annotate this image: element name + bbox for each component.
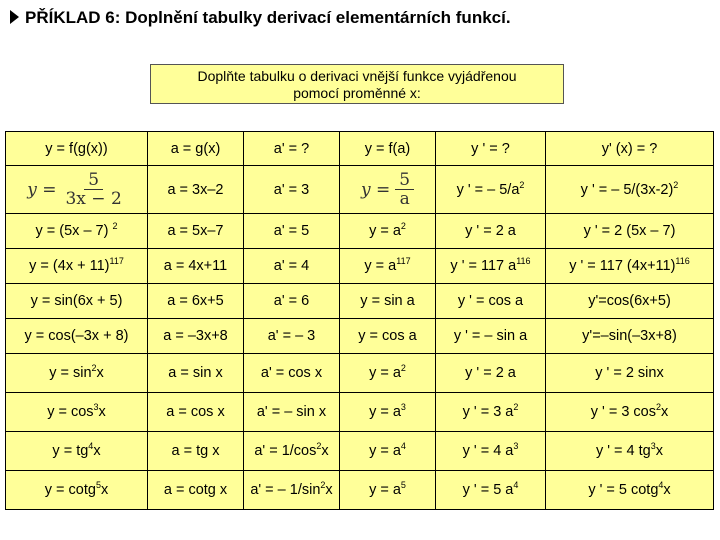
exponent: 3 xyxy=(650,441,656,451)
table-row xyxy=(6,354,714,393)
table-cell: y ' = 2 sinx xyxy=(546,354,714,393)
fraction-lhs: y = xyxy=(360,179,391,200)
cell-text: y = a xyxy=(369,482,401,498)
cell-text: y ' = 117 (4x+11) xyxy=(569,258,676,274)
table-cell: a' = – 3 xyxy=(244,319,340,354)
fraction-denominator: 3x − 2 xyxy=(65,189,122,209)
table-cell: y ' = 2 (5x – 7) xyxy=(546,214,714,249)
cell-text: y ' = 4 tg xyxy=(595,443,651,459)
table-row xyxy=(6,471,714,510)
cell-text: y ' = 3 a xyxy=(462,404,514,420)
fraction-lhs: y = xyxy=(27,179,57,200)
table-cell: a = cotg x xyxy=(148,471,244,510)
exponent: 2 xyxy=(400,363,406,373)
derivative-table xyxy=(5,131,714,510)
header-cell: y ' = ? xyxy=(436,132,546,166)
fraction-numerator: 5 xyxy=(395,171,414,190)
table-cell: a' = 4 xyxy=(244,249,340,284)
table-cell: a = 5x–7 xyxy=(148,214,244,249)
table-cell: a = 4x+11 xyxy=(148,249,244,284)
table-cell: a = –3x+8 xyxy=(148,319,244,354)
table-cell xyxy=(340,354,436,393)
cell-text: a' = 1/cos xyxy=(254,443,317,459)
cell-text: y = a xyxy=(369,365,401,381)
exponent: 2 xyxy=(316,441,322,451)
table-cell: a' = – sin x xyxy=(244,393,340,432)
cell-text: x xyxy=(321,443,329,459)
fraction-expression xyxy=(27,171,126,208)
table-cell xyxy=(546,249,714,284)
table-cell xyxy=(340,471,436,510)
table-cell xyxy=(340,249,436,284)
table-cell: y ' = cos a xyxy=(436,284,546,319)
instruction-box xyxy=(150,64,564,104)
header-cell: y = f(a) xyxy=(340,132,436,166)
cell-text: x xyxy=(98,404,106,420)
exponent: 116 xyxy=(516,256,531,266)
title-text: PŘÍKLAD 6: Doplnění tabulky derivací elementárních funkcí. xyxy=(25,8,511,27)
table-cell xyxy=(436,471,546,510)
table-cell: a = 6x+5 xyxy=(148,284,244,319)
table-cell: a' = cos x xyxy=(244,354,340,393)
table-cell xyxy=(6,471,148,510)
cell-text: x xyxy=(663,482,671,498)
table-row xyxy=(6,214,714,249)
exponent: 2 xyxy=(400,221,406,231)
table-cell xyxy=(6,354,148,393)
page-title xyxy=(10,8,511,28)
exponent: 2 xyxy=(91,363,97,373)
table-cell: y = sin a xyxy=(340,284,436,319)
table-cell xyxy=(546,432,714,471)
exponent: 2 xyxy=(673,179,679,190)
exponent: 3 xyxy=(400,402,406,412)
table-cell xyxy=(340,393,436,432)
fraction-expression xyxy=(361,171,414,208)
exponent: 5 xyxy=(95,480,101,490)
cell-text: y = sin xyxy=(49,365,92,381)
table-cell xyxy=(436,166,546,214)
table-cell: a = cos x xyxy=(148,393,244,432)
cell-text: y ' = 5 a xyxy=(462,482,514,498)
table-cell: y'=cos(6x+5) xyxy=(546,284,714,319)
cell-text: x xyxy=(100,482,109,498)
header-cell: a = g(x) xyxy=(148,132,244,166)
table-cell: y ' = 2 a xyxy=(436,214,546,249)
table-cell xyxy=(244,471,340,510)
cell-text: x xyxy=(93,443,101,459)
table-row xyxy=(6,319,714,354)
table-cell: y'=–sin(–3x+8) xyxy=(546,319,714,354)
cell-text: y ' = 5 cotg xyxy=(588,482,659,498)
table-cell: y ' = – sin a xyxy=(436,319,546,354)
cell-text: y = a xyxy=(369,404,401,420)
fraction-numerator: 5 xyxy=(84,171,103,190)
cell-text: y = tg xyxy=(52,443,89,459)
exponent: 2 xyxy=(112,221,118,231)
cell-text: x xyxy=(661,404,669,420)
table-cell xyxy=(6,214,148,249)
header-cell: y = f(g(x)) xyxy=(6,132,148,166)
exponent: 2 xyxy=(513,402,519,412)
cell-text: y = cotg xyxy=(44,482,96,498)
table-cell xyxy=(6,393,148,432)
table-row xyxy=(6,249,714,284)
table-cell: y = sin(6x + 5) xyxy=(6,284,148,319)
exponent: 4 xyxy=(513,480,519,490)
table-cell xyxy=(546,393,714,432)
table-header-row xyxy=(6,132,714,166)
table-cell: y = cos(–3x + 8) xyxy=(6,319,148,354)
cell-text: x xyxy=(96,365,104,381)
table-cell: a = sin x xyxy=(148,354,244,393)
table-cell xyxy=(546,471,714,510)
cell-text: y ' = 117 a xyxy=(450,258,517,274)
cell-text: y ' = 3 cos xyxy=(590,404,656,420)
table-cell xyxy=(546,166,714,214)
table-cell xyxy=(436,249,546,284)
cell-text: y = a xyxy=(369,223,401,239)
table-cell xyxy=(436,432,546,471)
exponent: 2 xyxy=(519,179,525,190)
table-cell: y ' = 2 a xyxy=(436,354,546,393)
cell-text: x xyxy=(655,443,664,459)
cell-text: y = a xyxy=(369,443,401,459)
exponent: 4 xyxy=(658,480,664,490)
fraction-denominator: a xyxy=(399,189,410,209)
exponent: 117 xyxy=(109,256,124,266)
table-cell: a' = 5 xyxy=(244,214,340,249)
table-cell: y = cos a xyxy=(340,319,436,354)
table-cell xyxy=(436,393,546,432)
fraction-cell xyxy=(340,166,436,214)
table-cell xyxy=(244,432,340,471)
table-cell xyxy=(6,249,148,284)
exponent: 3 xyxy=(93,402,99,412)
triangle-bullet-icon xyxy=(10,10,19,24)
instruction-line-1: Doplňte tabulku o derivaci vnější funkce vyjádřenou xyxy=(197,68,517,84)
cell-text: y ' = – 5/(3x-2) xyxy=(580,181,674,198)
exponent: 3 xyxy=(513,441,519,451)
exponent: 117 xyxy=(396,256,411,266)
cell-text: y = a xyxy=(364,258,397,274)
cell-text: y ' = – 5/a xyxy=(456,181,520,198)
table-row xyxy=(6,166,714,214)
instruction-line-2: pomocí proměnné x: xyxy=(293,85,421,101)
exponent: 5 xyxy=(400,480,406,490)
cell-text: y ' = 4 a xyxy=(462,443,514,459)
cell-text: a' = – 1/sin xyxy=(250,482,321,498)
cell-text: x xyxy=(325,482,333,498)
table-row xyxy=(6,393,714,432)
table-row xyxy=(6,432,714,471)
table-row xyxy=(6,284,714,319)
header-cell: y' (x) = ? xyxy=(546,132,714,166)
table-cell: a = 3x–2 xyxy=(148,166,244,214)
exponent: 4 xyxy=(400,441,406,451)
fraction-cell xyxy=(6,166,148,214)
table-cell: a = tg x xyxy=(148,432,244,471)
cell-text: y = cos xyxy=(47,404,94,420)
table-cell xyxy=(340,432,436,471)
table-cell: a' = 6 xyxy=(244,284,340,319)
cell-text: y = (4x + 11) xyxy=(29,258,110,274)
exponent: 4 xyxy=(88,441,94,451)
cell-text: y = (5x – 7) xyxy=(35,223,113,239)
exponent: 2 xyxy=(655,402,661,412)
table-cell xyxy=(340,214,436,249)
header-cell: a' = ? xyxy=(244,132,340,166)
exponent: 116 xyxy=(675,256,690,266)
table-cell: a' = 3 xyxy=(244,166,340,214)
exponent: 2 xyxy=(320,480,326,490)
table-cell xyxy=(6,432,148,471)
